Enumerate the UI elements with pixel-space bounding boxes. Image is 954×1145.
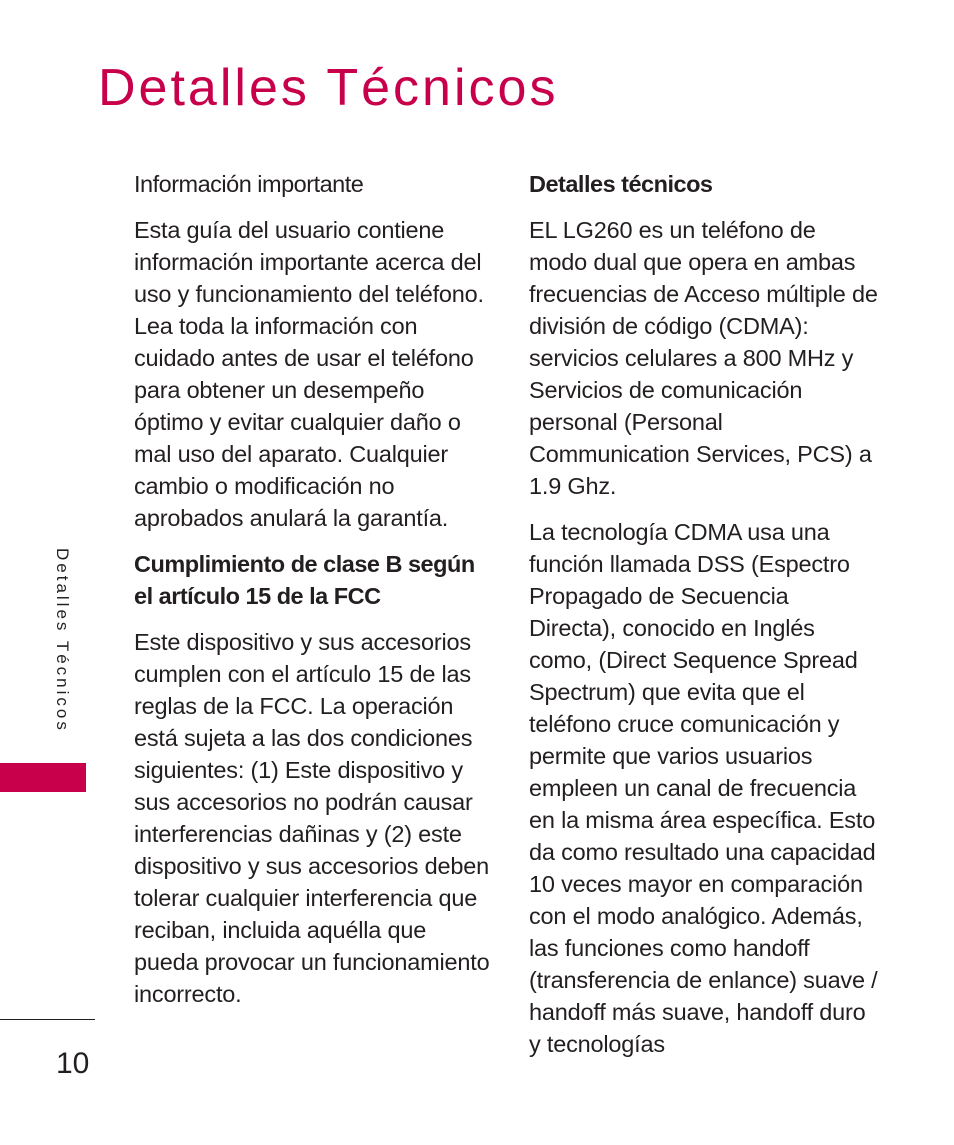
technical-details-heading: Detalles técnicos bbox=[529, 171, 713, 197]
right-column bbox=[529, 168, 879, 1074]
fcc-compliance-paragraph: Este dispositivo y sus accesorios cumplen con el artículo 15 de las reglas de la FCC. La operación está sujeta a las dos condiciones siguientes: (1) Este dispositivo y sus accesorios no podrán causar interferencias dañinas y (2) este dispositivo y sus accesorios deben tolerar cualquier interferencia que reciban, incluida aquélla que pueda provocar un funcionamiento incorrecto. bbox=[134, 629, 490, 1007]
footer-divider bbox=[0, 1019, 95, 1020]
important-info-paragraph: Esta guía del usuario contiene información importante acerca del uso y funcionamiento del teléfono. Lea toda la información con cuidado antes de usar el teléfono para obtener un desempeño óptimo y evitar cualquier daño o mal uso del aparato. Cualquier cambio o modificación no aprobados anulará la garantía. bbox=[134, 217, 484, 531]
side-section-label: Detalles Técnicos bbox=[53, 548, 72, 733]
left-column bbox=[134, 168, 494, 1024]
important-info-heading: Información importante bbox=[134, 171, 364, 197]
dual-mode-paragraph: EL LG260 es un teléfono de modo dual que opera en ambas frecuencias de Acceso múltiple de división de código (CDMA): servicios celulares a 800 MHz y Servicios de comunicación personal (Personal Communication Services, PCS) a 1.9 Ghz. bbox=[529, 217, 878, 499]
page-title: Detalles Técnicos bbox=[98, 59, 559, 117]
page-number: 10 bbox=[56, 1047, 90, 1080]
section-tab-marker bbox=[0, 763, 86, 792]
cdma-technology-paragraph: La tecnología CDMA usa una función llamada DSS (Espectro Propagado de Secuencia Directa), conocido en Inglés como, (Direct Sequence Spread Spectrum) que evita que el teléfono cruce comunicación y permite que varios usuarios empleen un canal de frecuencia en la misma área específica. Esto da como resultado una capacidad 10 veces mayor en comparación con el modo analógico. Además, las funciones como handoff (transferencia de enlance) suave / handoff más suave, handoff duro y tecnologías bbox=[529, 519, 878, 1057]
fcc-compliance-heading: Cumplimiento de clase B según el artículo 15 de la FCC bbox=[134, 551, 475, 609]
